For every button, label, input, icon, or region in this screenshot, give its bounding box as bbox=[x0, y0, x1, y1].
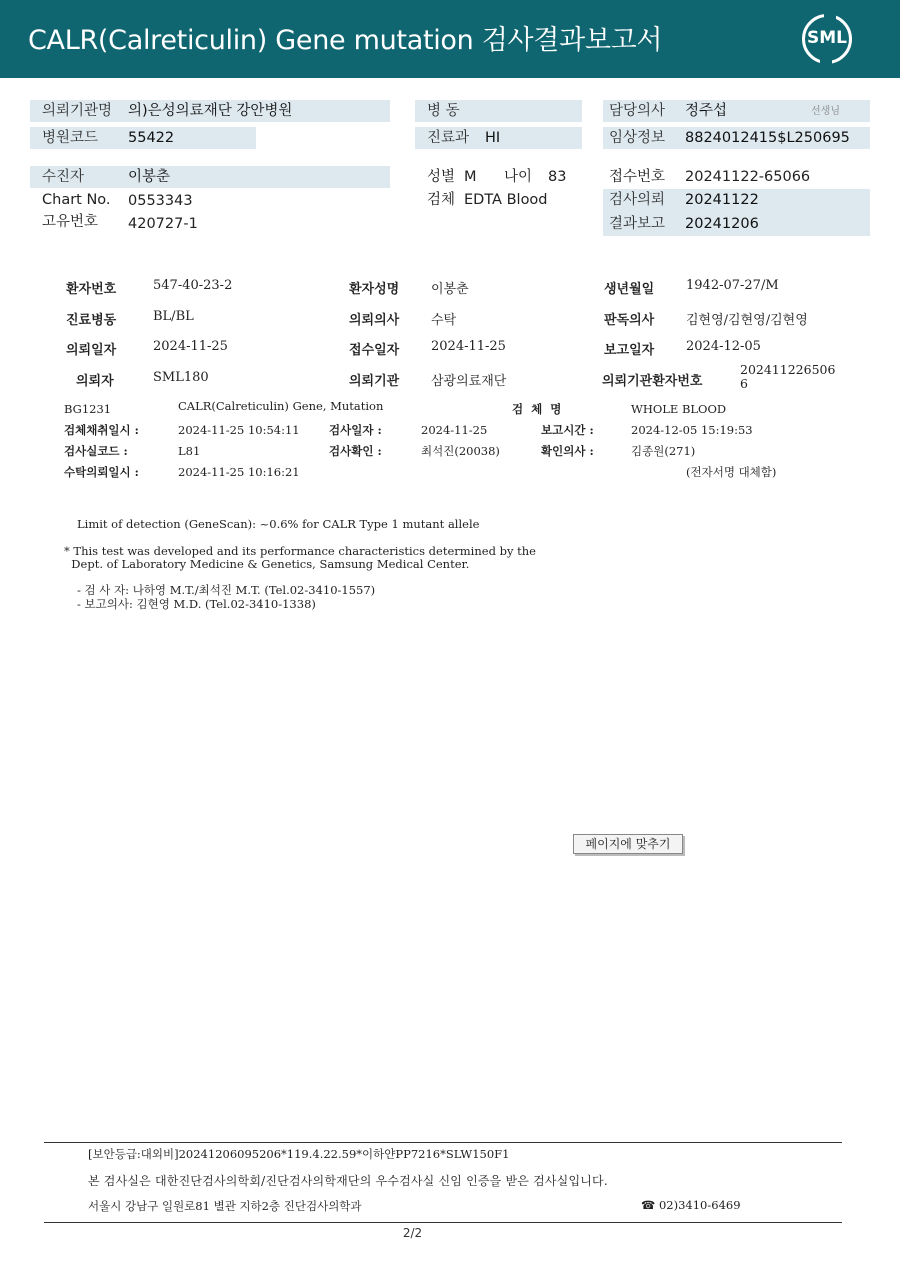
dev-note-line2: Dept. of Laboratory Medicine & Genetics, Samsung Medical Center. bbox=[64, 557, 470, 571]
institution-label: 의뢰기관 bbox=[349, 374, 400, 389]
reader-value: 김현영/김현영/김현영 bbox=[686, 313, 808, 328]
chart-no-label: Chart No. bbox=[42, 192, 111, 208]
specimen-name-label: 검 체 명 bbox=[512, 402, 562, 416]
test-confirm-value: 최석진(20038) bbox=[421, 444, 500, 458]
test-code: BG1231 bbox=[64, 402, 112, 416]
age-label: 나이 bbox=[504, 169, 533, 185]
collect-value: 2024-11-25 10:54:11 bbox=[178, 423, 300, 437]
lab-code-label: 검사실코드 : bbox=[64, 444, 128, 458]
consign-label: 수탁의뢰일시 : bbox=[64, 465, 139, 479]
dept-field: 진료과 HI bbox=[415, 127, 582, 149]
phone-line: ☎ 02)3410-6469 bbox=[641, 1198, 741, 1212]
institution-value: 삼광의료재단 bbox=[431, 374, 507, 389]
esign-note: (전자서명 대체함) bbox=[686, 465, 777, 479]
patient-name-label: 환자성명 bbox=[349, 282, 400, 297]
report-title: CALR(Calreticulin) Gene mutation 검사결과보고서 bbox=[28, 25, 663, 56]
patient-id-value: 547-40-23-2 bbox=[153, 278, 233, 293]
lod-note: Limit of detection (GeneScan): ~0.6% for CALR Type 1 mutant allele bbox=[77, 517, 480, 531]
security-line: [보안등급:대외비]20241206095206*119.4.22.59*이하얀PP7216*SLW150F1 bbox=[88, 1147, 510, 1161]
test-date-label: 검사일자 : bbox=[329, 423, 382, 437]
fit-to-page-button[interactable]: 페이지에 맞추기 bbox=[573, 834, 683, 854]
report-time-value: 2024-12-05 15:19:53 bbox=[631, 423, 753, 437]
sex-value: M bbox=[464, 169, 477, 185]
confirm-doctor-value: 김종원(271) bbox=[631, 444, 696, 458]
report-time-label: 보고시간 : bbox=[541, 423, 594, 437]
lab-code-value: L81 bbox=[178, 444, 201, 458]
request-date-value: 2024-11-25 bbox=[153, 339, 228, 354]
tester-note: - 검 사 자: 나하영 M.T./최석진 M.T. (Tel.02-3410-1557) bbox=[77, 583, 376, 597]
clinical-info-field: 임상정보 8824012415$L250695 bbox=[603, 127, 870, 149]
specimen-name-value: WHOLE BLOOD bbox=[631, 402, 727, 416]
request-report-field: 검사의뢰 20241122 결과보고 20241206 bbox=[603, 189, 870, 236]
hospital-code-field: 병원코드 55422 bbox=[30, 127, 256, 149]
sml-logo: SML bbox=[802, 14, 852, 64]
report-date-value: 2024-12-05 bbox=[686, 339, 761, 354]
chart-no-value: 0553343 bbox=[128, 193, 193, 209]
test-confirm-label: 검사확인 : bbox=[329, 444, 382, 458]
dev-note-line1: * This test was developed and its performance characteristics determined by the bbox=[64, 544, 536, 558]
collect-label: 검체채취일시 : bbox=[64, 423, 139, 437]
footer-bottom-divider bbox=[44, 1222, 842, 1223]
receipt-value: 20241122-65066 bbox=[685, 169, 811, 185]
doctor-field: 담당의사 정주섭 선생님 bbox=[603, 100, 870, 122]
test-date-value: 2024-11-25 bbox=[421, 423, 488, 437]
confirm-doctor-label: 확인의사 : bbox=[541, 444, 594, 458]
page-number: 2/2 bbox=[402, 1226, 423, 1240]
unique-no-value: 420727-1 bbox=[128, 216, 198, 232]
request-date-label: 의뢰일자 bbox=[66, 343, 117, 358]
certification-line: 본 검사실은 대한진단검사의학회/진단검사의학재단의 우수검사실 신임 인증을 받은 검사실입니다. bbox=[88, 1174, 608, 1188]
requesting-doctor-label: 의뢰의사 bbox=[349, 313, 400, 328]
sex-label: 성별 bbox=[427, 169, 456, 185]
reader-label: 판독의사 bbox=[604, 313, 655, 328]
requester-label: 의뢰자 bbox=[76, 374, 114, 389]
institution-field: 의뢰기관명 의)은성의료재단 강안병원 bbox=[30, 100, 390, 122]
test-name: CALR(Calreticulin) Gene, Mutation bbox=[178, 399, 384, 413]
patient-id-label: 환자번호 bbox=[66, 282, 117, 297]
reporter-note: - 보고의사: 김현영 M.D. (Tel.02-3410-1338) bbox=[77, 597, 316, 611]
receipt-label: 접수번호 bbox=[609, 169, 666, 185]
requester-value: SML180 bbox=[153, 370, 209, 385]
inst-patient-no-value: 202411226506 6 bbox=[740, 362, 836, 391]
footer-top-divider bbox=[44, 1142, 842, 1143]
specimen-value: EDTA Blood bbox=[464, 192, 548, 208]
ward-field: 병 동 bbox=[415, 100, 582, 122]
inst-patient-no-label: 의뢰기관환자번호 bbox=[602, 374, 703, 389]
address-line: 서울시 강남구 일원로81 별관 지하2층 진단검사의학과 bbox=[88, 1199, 362, 1213]
age-value: 83 bbox=[548, 169, 567, 185]
specimen-label: 검체 bbox=[427, 192, 456, 208]
patient-name-value: 이봉춘 bbox=[431, 282, 469, 297]
report-date-label: 보고일자 bbox=[604, 343, 655, 358]
receipt-date-value: 2024-11-25 bbox=[431, 339, 506, 354]
dob-label: 생년월일 bbox=[604, 282, 655, 297]
consign-value: 2024-11-25 10:16:21 bbox=[178, 465, 300, 479]
ward-label: 진료병동 bbox=[66, 313, 117, 328]
patient-field: 수진자 이봉춘 bbox=[30, 166, 390, 188]
report-header bbox=[0, 0, 900, 78]
requesting-doctor-value: 수탁 bbox=[431, 313, 457, 328]
receipt-date-label: 접수일자 bbox=[349, 343, 400, 358]
unique-no-label: 고유번호 bbox=[42, 214, 99, 230]
dob-value: 1942-07-27/M bbox=[686, 278, 779, 293]
ward-value: BL/BL bbox=[153, 309, 194, 324]
